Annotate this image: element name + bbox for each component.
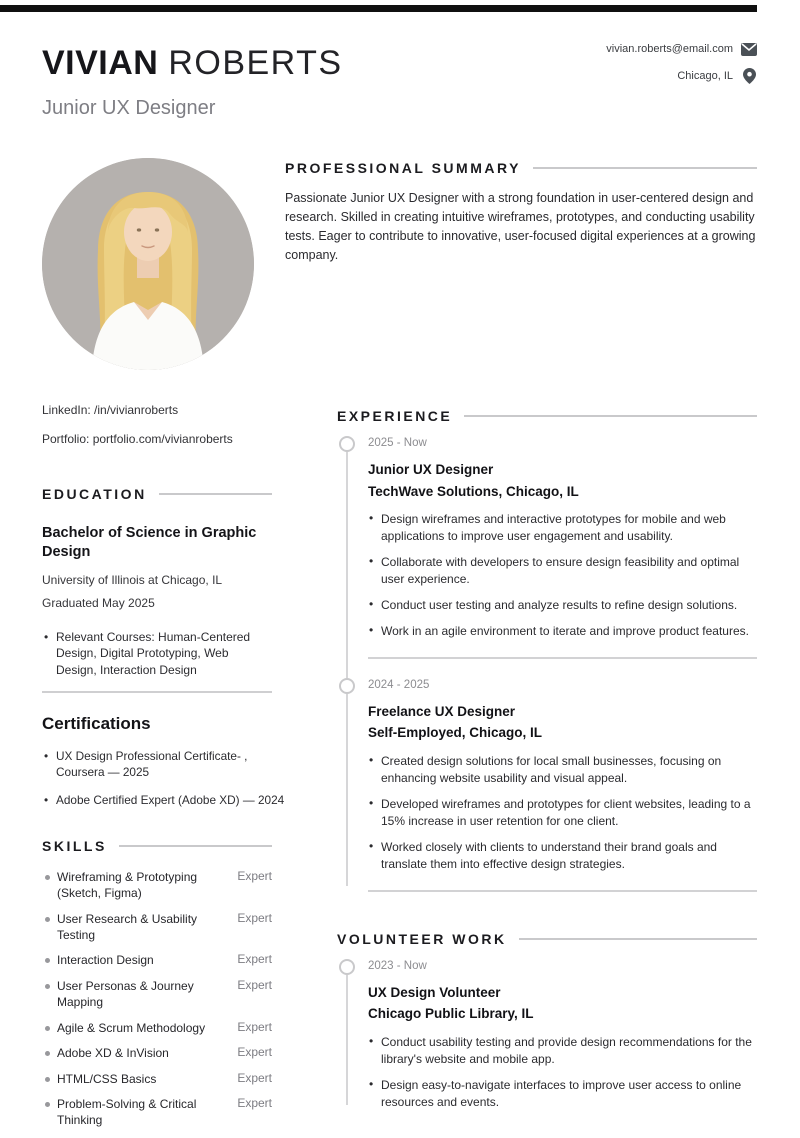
entry-bullet: • Design wireframes and interactive prototypes for mobile and web applications to improve user engagement and usability. [368,511,757,545]
location-text: Chicago, IL [677,70,733,82]
right-column [285,160,757,1120]
skill-level: Expert [237,1070,272,1085]
timeline-dot [339,678,355,694]
skill-row [42,1096,272,1129]
experience-timeline [285,433,757,892]
entry-divider [368,657,757,659]
entry-bullets [368,511,757,640]
entry-organization: Self-Employed, Chicago, IL [368,725,543,741]
header [42,44,343,120]
location-row [606,68,757,84]
certifications-heading: Certifications [42,713,151,733]
skill-row [42,869,272,902]
timeline-dot [339,436,355,452]
skill-row [42,1071,272,1087]
bullet-dot [45,1051,50,1056]
experience-heading-text: EXPERIENCE [337,408,453,424]
entry-period: 2025 - Now [368,437,427,449]
heading-rule [533,167,757,169]
volunteer-section [285,931,757,1111]
skill-level: Expert [237,1096,272,1110]
entry-title: UX Design Volunteer [368,984,501,1000]
skill-name: Wireframing & Prototyping (Sketch, Figma) [57,869,198,901]
skill-name: User Research & Usability Testing [57,911,198,942]
entry-bullet: • Conduct user testing and analyze results to refine design solutions. [368,597,757,614]
entry-bullets [368,1034,757,1111]
entry-bullet: • Conduct usability testing and provide design recommendations for the library's website and mobile app. [368,1034,757,1068]
skill-name: Interaction Design [57,953,154,968]
profile-links [42,403,272,446]
certification-item: • Adobe Certified Expert (Adobe XD) — 2024 [42,792,286,808]
bullet-dot [45,1026,50,1031]
skill-list [42,869,272,1129]
bullet-dot [45,917,50,922]
certification-list [42,748,286,809]
skill-row [42,911,272,944]
entry-bullet: • Collaborate with developers to ensure design feasibility and optimal user experience. [368,554,757,588]
entry-bullet: • Design easy-to-navigate interfaces to improve user access to online resources and events. [368,1077,757,1111]
contact-info [606,41,757,95]
graduation-date: Graduated May 2025 [42,595,155,610]
skill-name: User Personas & Journey Mapping [57,978,194,1010]
skill-name: Problem-Solving & Critical Thinking [57,1097,197,1128]
candidate-name [42,44,343,83]
education-heading-text: EDUCATION [42,486,147,502]
section-divider [42,691,272,693]
skill-row [42,952,272,968]
entry-bullet: • Developed wireframes and prototypes for client websites, leading to a 15% increase in user retention for one client. [368,796,757,830]
bullet-dot [45,984,50,989]
entry-period: 2023 - Now [368,959,427,972]
entry-bullet: • Work in an agile environment to iterate and improve product features. [368,623,757,640]
heading-rule [519,938,757,940]
skills-section [42,838,272,1129]
education-bullets [42,629,272,679]
top-accent-bar [0,5,757,12]
skill-level: Expert [237,868,272,883]
skill-level: Expert [237,1019,272,1034]
heading-rule [119,845,272,847]
experience-heading [285,408,757,424]
experience-entry [285,433,757,640]
skills-heading-text: SKILLS [42,837,107,854]
skill-name: HTML/CSS Basics [57,1071,157,1086]
skill-level: Expert [237,977,272,992]
heading-rule [159,493,272,495]
education-section [42,486,272,678]
linkedin-link[interactable]: LinkedIn: /in/vivianroberts [42,403,179,417]
entry-title: Freelance UX Designer [368,703,516,719]
degree: Bachelor of Science in Graphic Design [42,525,257,560]
skill-name: Agile & Scrum Methodology [57,1020,206,1035]
skill-level: Expert [237,910,272,925]
summary-heading-text: PROFESSIONAL SUMMARY [285,160,521,176]
summary-text: Passionate Junior UX Designer with a strong foundation in user-centered design and research. Skilled in creating intuitive wireframes, prototypes, and conducting usability tests. Eager to contribute to innovative, user-focused digital experiences at a growing company. [285,191,756,262]
job-title: Junior UX Designer [42,97,216,119]
skill-row [42,978,272,1011]
portfolio-link[interactable]: Portfolio: portfolio.com/vivianroberts [42,432,233,446]
bullet-dot [45,958,50,963]
volunteer-heading-text: VOLUNTEER WORK [337,930,507,947]
timeline-dot [339,959,355,975]
summary-section [285,160,757,265]
volunteer-entry [285,956,757,1111]
profile-photo [42,158,254,370]
bullet-dot [45,1102,50,1107]
email-row [606,41,757,57]
school: University of Illinois at Chicago, IL [42,572,223,587]
certification-item: • UX Design Professional Certificate- , Coursera — 2025 [42,748,286,781]
skill-row [42,1020,272,1036]
left-column [42,158,285,1138]
first-name: VIVIAN [42,44,159,82]
certifications-section [42,713,285,809]
experience-entry [285,675,757,873]
summary-heading [285,160,757,176]
envelope-icon [741,41,757,57]
entry-period: 2024 - 2025 [368,678,430,691]
entry-bullet: • Created design solutions for local small businesses, focusing on enhancing website usability and visual appeal. [368,753,757,787]
bullet-dot [45,1077,50,1082]
map-pin-icon [741,68,757,84]
skill-row [42,1045,272,1061]
entry-organization: Chicago Public Library, IL [368,1006,534,1022]
bullet-dot [45,875,50,880]
heading-rule [464,415,757,417]
education-bullet: • Relevant Courses: Human-Centered Design, Digital Prototyping, Web Design, Interaction Design [42,629,272,679]
volunteer-timeline [285,956,757,1111]
skill-level: Expert [237,952,272,967]
last-name: ROBERTS [168,44,343,82]
skill-level: Expert [237,1045,272,1060]
entry-bullets [368,753,757,873]
skills-heading [42,838,272,854]
entry-organization: TechWave Solutions, Chicago, IL [368,483,579,499]
skill-name: Adobe XD & InVision [57,1046,169,1061]
volunteer-heading [285,931,757,947]
experience-section [285,408,757,892]
entry-title: Junior UX Designer [368,462,494,477]
email-text[interactable]: vivian.roberts@email.com [606,43,733,55]
entry-divider [368,890,757,892]
entry-bullet: • Worked closely with clients to understand their brand goals and translate them into effective design strategies. [368,839,757,873]
education-heading [42,486,272,502]
